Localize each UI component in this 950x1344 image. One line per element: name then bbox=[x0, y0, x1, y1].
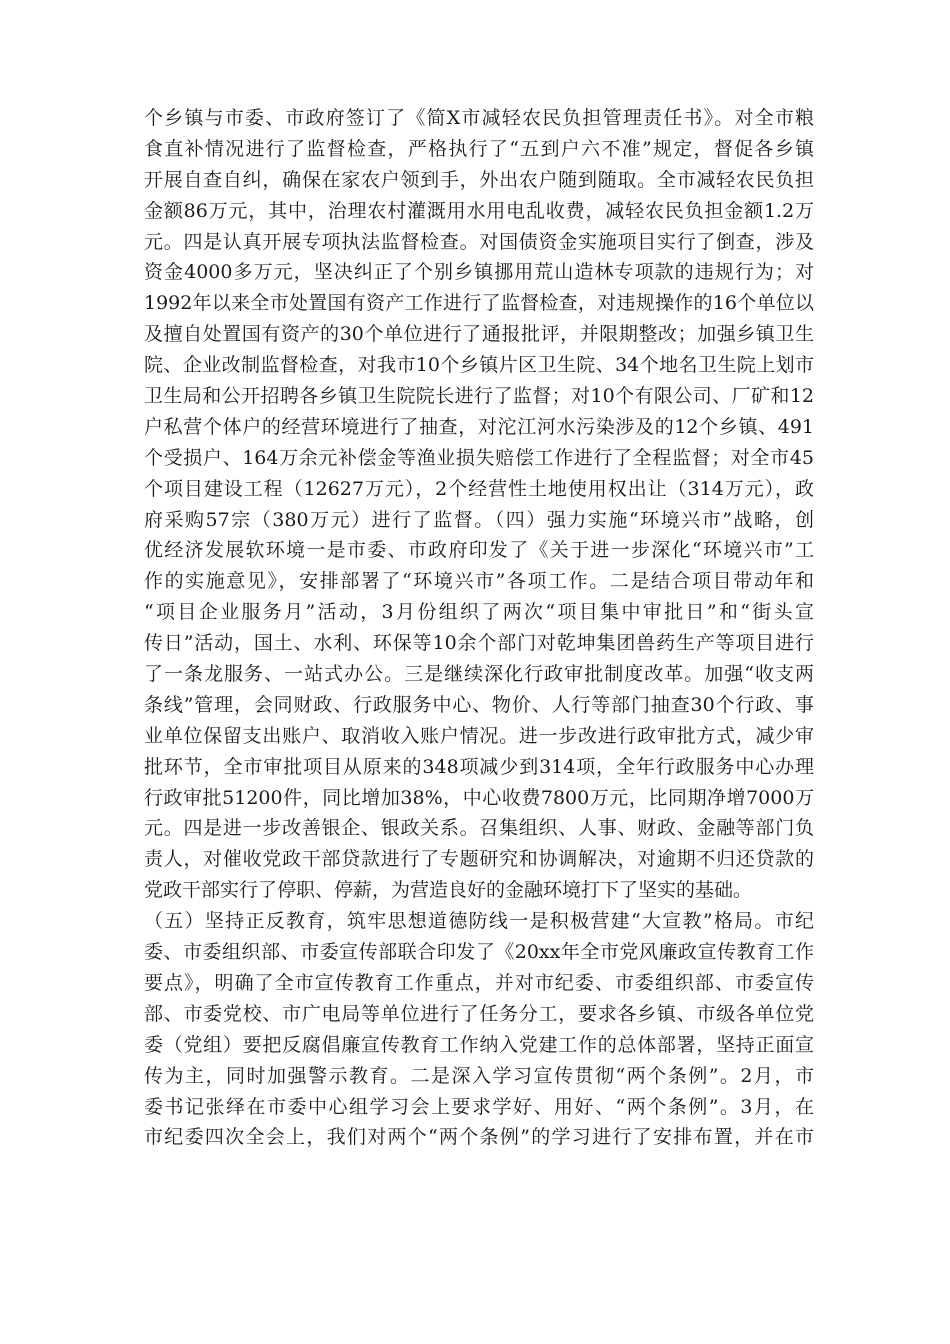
text-line: 要点》，明确了全市宣传教育工作重点，并对市纪委、市委组织部、市委宣传 bbox=[144, 971, 814, 994]
text-line: 个项目建设工程（12627万元），2个经营性土地使用权出让（314万元），政 bbox=[144, 477, 814, 500]
text-line: 条线”管理，会同财政、行政服务中心、物价、人行等部门抽查30个行政、事 bbox=[144, 693, 814, 716]
text-line: 委书记张绎在市委中心组学习会上要求学好、用好、“两个条例”。3月，在 bbox=[144, 1095, 814, 1118]
text-line: 户私营个体户的经营环境进行了抽查，对沱江河水污染涉及的12个乡镇、491 bbox=[144, 415, 814, 438]
text-line: 个乡镇与市委、市政府签订了《简X市减轻农民负担管理责任书》。对全市粮 bbox=[144, 107, 814, 129]
text-line: 优经济发展软环境一是市委、市政府印发了《关于进一步深化“环境兴市”工 bbox=[144, 539, 814, 562]
text-line: 市纪委四次全会上，我们对两个“两个条例”的学习进行了安排布置，并在市 bbox=[144, 1126, 814, 1149]
text-line: 金额86万元，其中，治理农村灌溉用水用电乱收费，减轻农民负担金额1.2万 bbox=[144, 199, 814, 222]
text-line: 行政审批51200件，同比增加38%，中心收费7800万元，比同期净增7000万 bbox=[144, 786, 814, 809]
text-line: 1992年以来全市处置国有资产工作进行了监督检查，对违规操作的16个单位以 bbox=[144, 292, 814, 315]
text-line: 食直补情况进行了监督检查，严格执行了“五到户六不准”规定，督促各乡镇 bbox=[144, 137, 814, 160]
text-line: 批环节，全市审批项目从原来的348项减少到314项，全年行政服务中心办理 bbox=[144, 755, 814, 778]
text-line: 责人，对催收党政干部贷款进行了专题研究和协调解决，对逾期不归还贷款的 bbox=[144, 848, 814, 871]
text-line: 业单位保留支出账户、取消收入账户情况。进一步改进行政审批方式，减少审 bbox=[144, 724, 814, 747]
text-line: 及擅自处置国有资产的30个单位进行了通报批评，并限期整改；加强乡镇卫生 bbox=[144, 323, 814, 346]
text-line: “项目企业服务月”活动，3月份组织了两次“项目集中审批日”和“街头宣 bbox=[144, 601, 814, 624]
text-line: 府采购57宗（380万元）进行了监督。（四）强力实施“环境兴市”战略，创 bbox=[144, 508, 814, 531]
text-line: 个受损户、164万余元补偿金等渔业损失赔偿工作进行了全程监督；对全市45 bbox=[144, 446, 814, 469]
text-line: 卫生局和公开招聘各乡镇卫生院院长进行了监督；对10个有限公司、厂矿和12 bbox=[144, 385, 814, 408]
text-line: 传日”活动，国土、水利、环保等10余个部门对乾坤集团兽药生产等项目进行 bbox=[144, 632, 814, 655]
text-line: 元。四是认真开展专项执法监督检查。对国债资金实施项目实行了倒查，涉及 bbox=[144, 230, 814, 253]
text-line: 作的实施意见》，安排部署了“环境兴市”各项工作。二是结合项目带动年和 bbox=[144, 570, 814, 593]
text-line: 委（党组）要把反腐倡廉宣传教育工作纳入党建工作的总体部署，坚持正面宣 bbox=[144, 1033, 814, 1056]
text-line: 党政干部实行了停职、停薪，为营造良好的金融环境打下了坚实的基础。 bbox=[144, 879, 753, 902]
text-line: 委、市委组织部、市委宣传部联合印发了《20xx年全市党风廉政宣传教育工作 bbox=[144, 941, 814, 964]
text-line: （五）坚持正反教育，筑牢思想道德防线一是积极营建“大宣教”格局。市纪 bbox=[144, 910, 814, 933]
text-line: 了一条龙服务、一站式办公。三是继续深化行政审批制度改革。加强“收支两 bbox=[144, 663, 814, 686]
text-line: 资金4000多万元，坚决纠正了个别乡镇挪用荒山造林专项款的违规行为；对 bbox=[144, 261, 814, 284]
text-line: 传为主，同时加强警示教育。二是深入学习宣传贯彻“两个条例”。2月，市 bbox=[144, 1064, 814, 1087]
text-line: 开展自查自纠，确保在家农户领到手，外出农户随到随取。全市减轻农民负担 bbox=[144, 168, 814, 191]
text-line: 元。四是进一步改善银企、银政关系。召集组织、人事、财政、金融等部门负 bbox=[144, 817, 814, 840]
text-line: 部、市委党校、市广电局等单位进行了任务分工，要求各乡镇、市级各单位党 bbox=[144, 1002, 814, 1025]
text-line: 院、企业改制监督检查，对我市10个乡镇片区卫生院、34个地名卫生院上划市 bbox=[144, 354, 814, 377]
document-body bbox=[144, 103, 814, 1153]
